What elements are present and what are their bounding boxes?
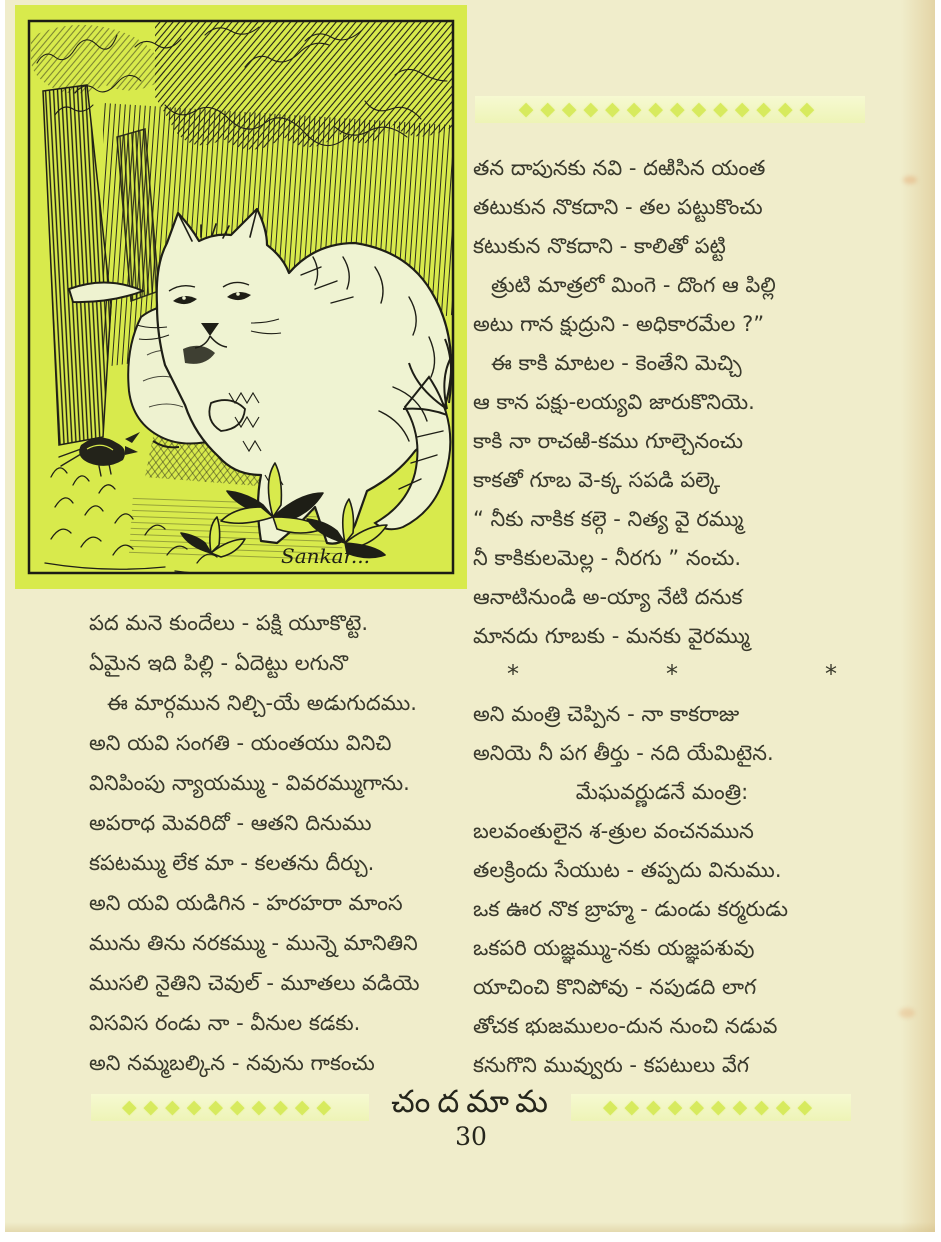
verse-line: మానదు గూబకు - మనకు వైరమ్ము xyxy=(473,624,750,648)
artist-signature: Sankar... xyxy=(281,544,370,568)
verse-line: ఒకపరి యజ్ఞమ్ము-నకు యజ్ఞపశువు xyxy=(473,936,755,960)
verse-line: కాకతో గూబ వె-క్క సపడి పల్కె xyxy=(473,468,721,492)
story-illustration xyxy=(15,5,467,589)
verse-line: కాకి నా రాచఱి-కము గూల్చెనంచు xyxy=(473,429,743,453)
verse-line: తటుకున నొకదాని - తల పట్టుకొంచు xyxy=(473,195,763,219)
star-icon: * xyxy=(825,660,837,688)
verse-line: ముసలి నైతిని చెవుల్ - మూతలు వడియె xyxy=(89,971,420,995)
page-number: 30 xyxy=(455,1122,487,1151)
verse-line: పద మనె కుందేలు - పక్షి యూకొట్టె. xyxy=(89,611,369,635)
scanned-page xyxy=(5,0,935,1232)
left-text-column xyxy=(89,603,477,1083)
verse-line: కపటమ్ము లేక మా - కలతను దీర్చు. xyxy=(89,851,375,875)
verse-line: “ నీకు నాకిక కల్గె - నిత్య వై రమ్ము xyxy=(473,507,744,531)
verse-line: అని నమ్మబల్కిన - నవును గాకంచు xyxy=(89,1051,375,1075)
verse-line: అని యవి సంగతి - యంతయు వినిచి xyxy=(89,731,392,755)
star-icon: * xyxy=(666,660,678,688)
verse-line: యాచించి కొనిపోవు - నపుడది లాగ xyxy=(473,975,757,999)
right-text-column xyxy=(473,149,941,1085)
decorative-border-top: ◆◆◆◆◆◆◆◆◆◆◆◆◆◆ xyxy=(475,96,865,123)
verse-line: ఆనాటినుండి అ-య్యా నేటి దనుక xyxy=(473,585,743,609)
verse-line: ఏమైన ఇది పిల్లి - ఏదెట్టు లగునొ xyxy=(89,651,348,675)
verse-line: వినిపింపు న్యాయమ్ము - వివరమ్ముగాను. xyxy=(89,771,410,795)
verse-line: విసవిస రండు నా - వీనుల కడకు. xyxy=(89,1011,361,1035)
section-heading: మేఘవర్ణుడనే మంత్రి: xyxy=(575,780,749,804)
verse-line: నీ కాకికులమెల్ల - నీరగు ” నంచు. xyxy=(473,546,742,570)
verse-line: అటు గాన క్షుద్రుని - అధికారమేల ?” xyxy=(473,312,765,336)
verse-line: ఈ మార్గమున నిల్చి-యే అడుగుదము. xyxy=(107,691,417,715)
verse-line: ఈ కాకి మాటల - కెంతేని మెచ్చి xyxy=(491,351,742,375)
verse-line: కనుగొని మువ్వురు - కపటులు వేగ xyxy=(473,1053,750,1077)
verse-line: మును తిను నరకమ్ము - మున్నె మానితిని xyxy=(89,931,418,955)
illustration-canvas xyxy=(15,5,467,589)
verse-separator xyxy=(473,656,837,695)
verse-line: ఒక ఊర నొక బ్రాహ్మ - డుండు కర్మరుడు xyxy=(473,897,789,921)
paper-smudge xyxy=(903,176,917,184)
verse-line: త్రుటి మాత్రలో మింగె - దొంగ ఆ పిల్లి xyxy=(491,273,776,297)
verse-line: అని యవి యడిగిన - హరహరా మాంస xyxy=(89,891,403,915)
verse-line: అని మంత్రి చెప్పిన - నా కాకరాజు xyxy=(473,702,740,726)
verse-line: బలవంతులైన శ-త్రుల వంచనమున xyxy=(473,819,754,843)
verse-line: తోచక భుజములం-దున నుంచి నడువ xyxy=(473,1014,778,1038)
verse-line: అపరాధ మెవరిదో - ఆతని దినుము xyxy=(89,811,372,835)
verse-line: కటుకున నొకదాని - కాలితో పట్టి xyxy=(473,234,726,258)
verse-line: అనియె నీ పగ తీర్తు - నది యేమిటైన. xyxy=(473,741,774,765)
star-icon: * xyxy=(507,660,519,688)
decorative-border-bottom-right: ◆◆◆◆◆◆◆◆◆◆ xyxy=(571,1094,851,1121)
magazine-title: చందమామ xyxy=(391,1084,555,1120)
decorative-border-bottom-left: ◆◆◆◆◆◆◆◆◆◆ xyxy=(91,1094,369,1121)
verse-line: తన దాపునకు నవి - దఱిసిన యంత xyxy=(473,156,766,180)
scan-edge-shadow xyxy=(901,0,935,1232)
paper-smudge xyxy=(899,1008,915,1018)
verse-line: ఆ కాన పక్షు-లయ్యవి జారుకొనియె. xyxy=(473,390,755,414)
scan-edge-shadow-bottom xyxy=(5,1222,935,1232)
verse-line: తలక్రిందు సేయుట - తప్పదు వినుము. xyxy=(473,858,782,882)
